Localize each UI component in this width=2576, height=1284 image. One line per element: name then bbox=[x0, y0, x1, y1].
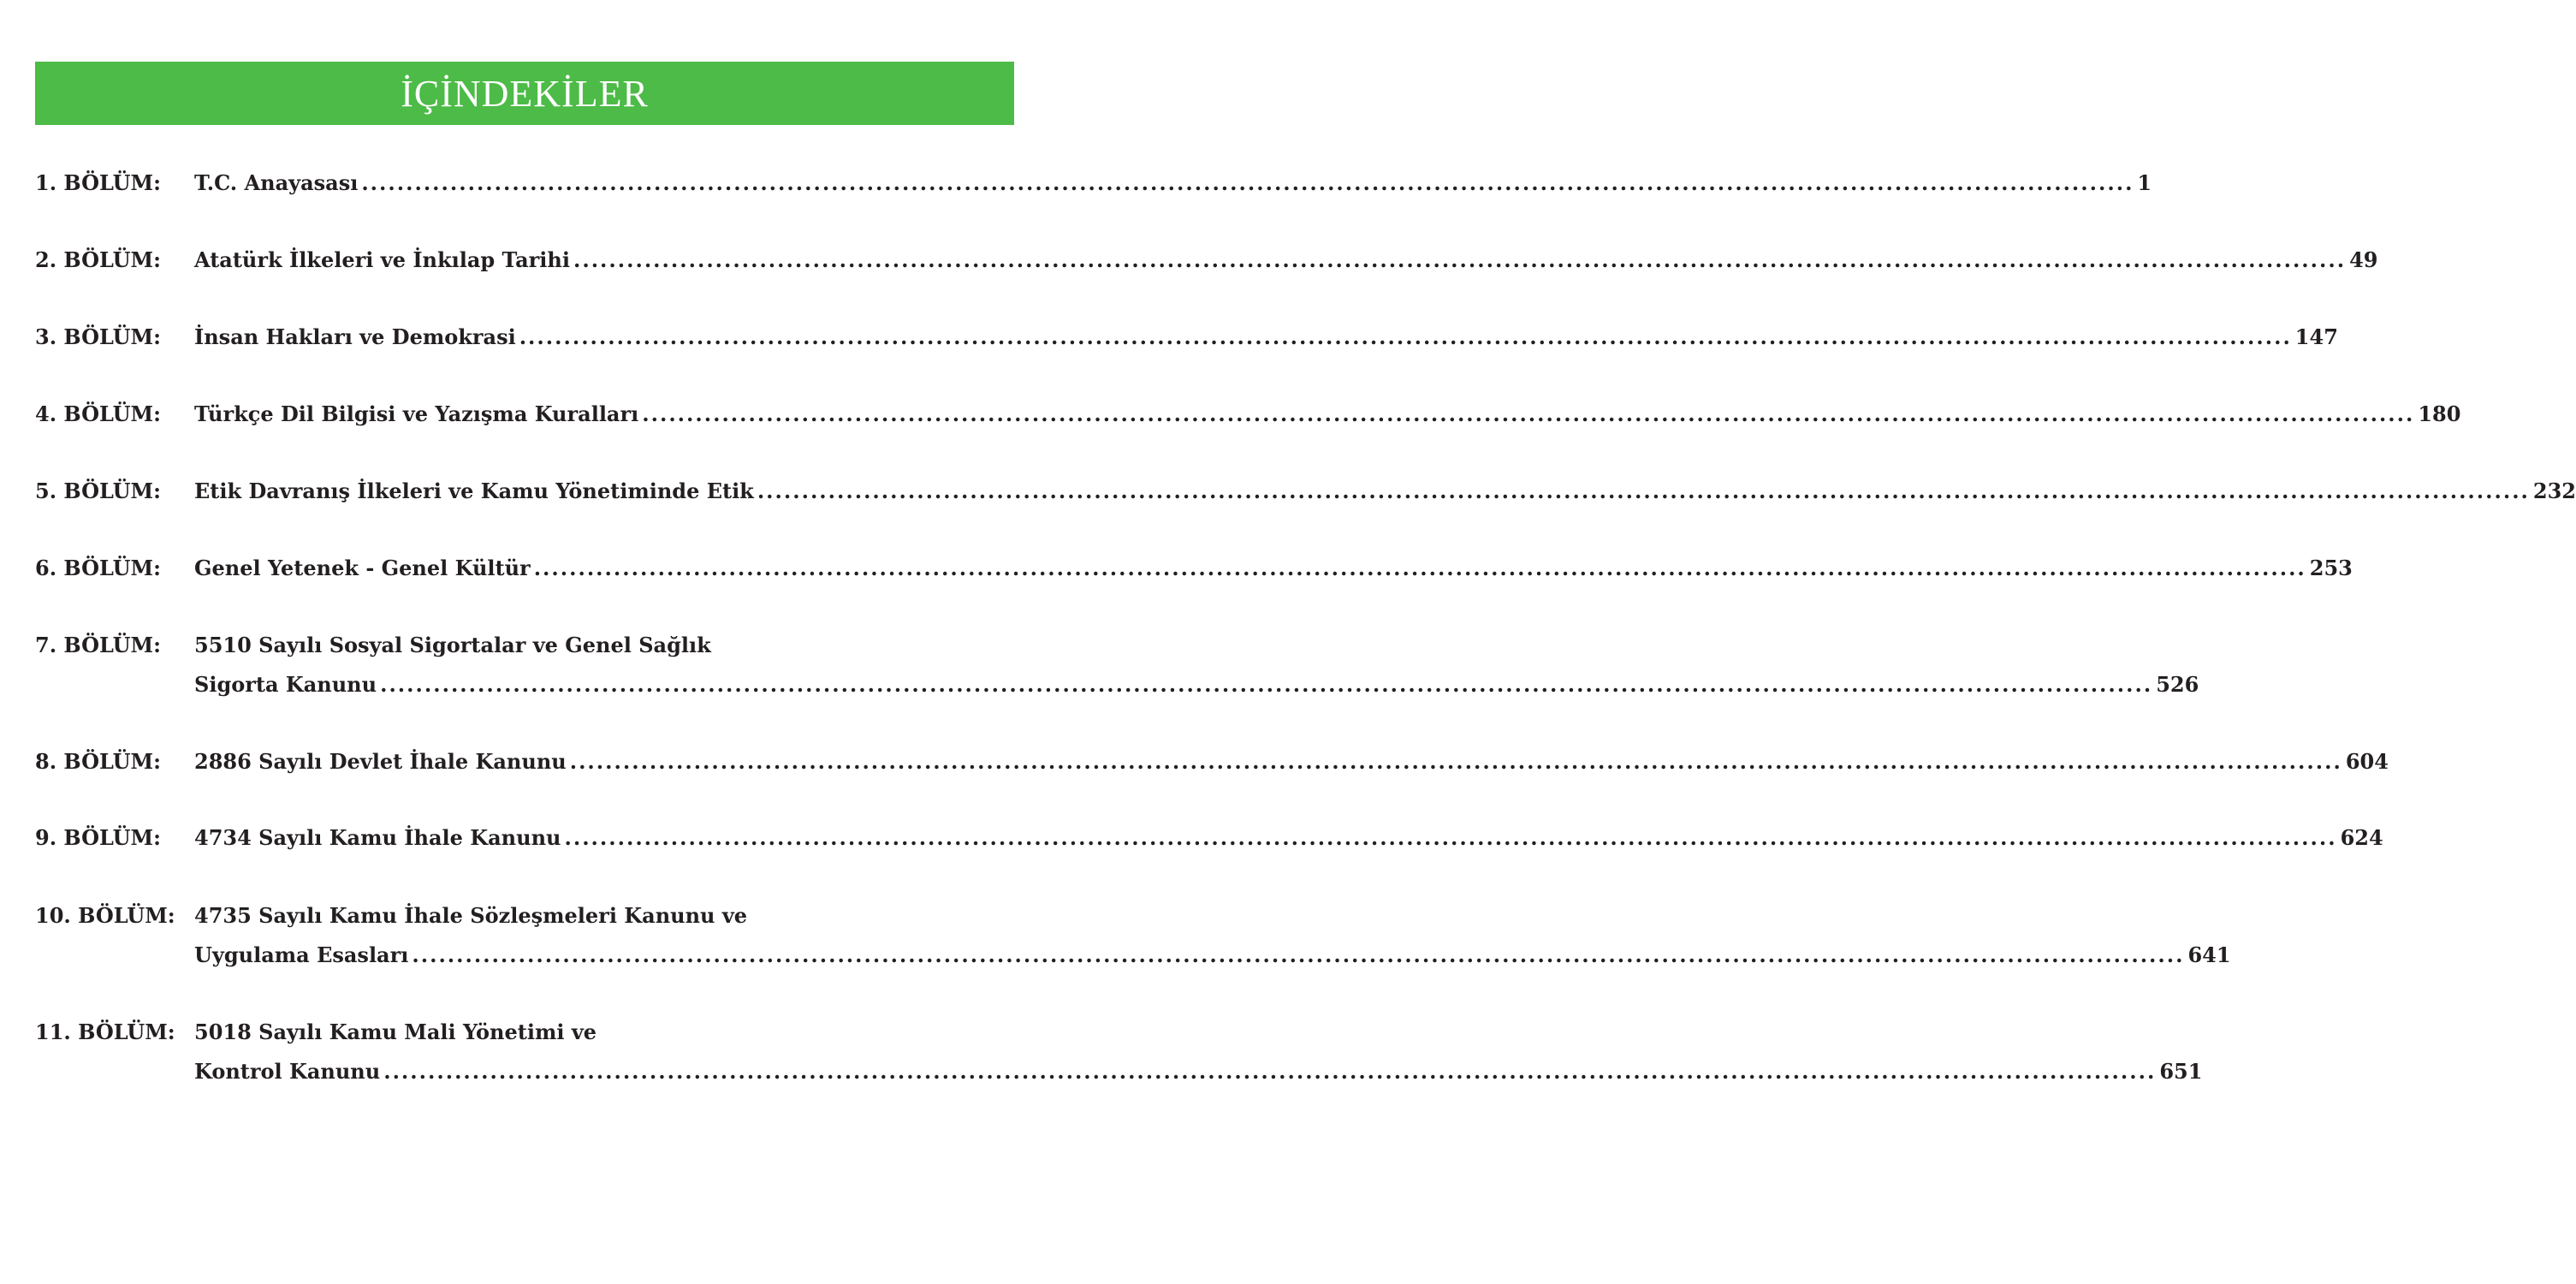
toc-entry[interactable] bbox=[35, 549, 2353, 588]
dot-leader: ........................................................................................................................................................................................................ bbox=[642, 401, 2415, 426]
page-number: 651 bbox=[2159, 1059, 2203, 1084]
toc-entry[interactable] bbox=[35, 742, 2389, 782]
toc-entry[interactable] bbox=[35, 241, 2378, 280]
page-number: 1 bbox=[2137, 170, 2152, 195]
chapter-title[interactable]: 4734 Sayılı Kamu İhale Kanunu bbox=[194, 825, 561, 850]
toc-entry[interactable] bbox=[35, 472, 2576, 511]
chapter-title-line1[interactable]: 5510 Sayılı Sosyal Sigortalar ve Genel Sağlık bbox=[194, 633, 711, 657]
chapter-title[interactable]: 2886 Sayılı Devlet İhale Kanunu bbox=[194, 749, 567, 774]
chapter-title-line1[interactable]: 4735 Sayılı Kamu İhale Sözleşmeleri Kanunu ve bbox=[194, 903, 748, 928]
chapter-label: 7. BÖLÜM: bbox=[35, 633, 161, 657]
page-number: 526 bbox=[2156, 672, 2199, 697]
dot-leader: ........................................................................................................................................................................................................ bbox=[361, 170, 2134, 195]
chapter-label: 4. BÖLÜM: bbox=[35, 401, 161, 426]
page-title: İÇİNDEKİLER bbox=[401, 73, 649, 115]
toc-entry[interactable] bbox=[35, 818, 2383, 858]
dot-leader: ........................................................................................................................................................................................................ bbox=[383, 1059, 2157, 1084]
dot-leader: ........................................................................................................................................................................................................ bbox=[380, 672, 2153, 697]
chapter-label: 2. BÖLÜM: bbox=[35, 247, 161, 272]
chapter-title[interactable]: İnsan Hakları ve Demokrasi bbox=[194, 324, 516, 349]
chapter-label: 1. BÖLÜM: bbox=[35, 170, 161, 195]
chapter-label: 9. BÖLÜM: bbox=[35, 825, 161, 850]
toc-entry[interactable] bbox=[35, 163, 2152, 203]
dot-leader: ........................................................................................................................................................................................................ bbox=[564, 825, 2337, 850]
toc-entry[interactable] bbox=[35, 626, 2199, 704]
chapter-title-line2[interactable]: Uygulama Esasları bbox=[194, 942, 409, 967]
page-number: 232 bbox=[2532, 479, 2576, 503]
toc-entry[interactable] bbox=[35, 1013, 2203, 1091]
page-number: 641 bbox=[2187, 942, 2231, 967]
toc-entry[interactable] bbox=[35, 896, 2231, 975]
chapter-label: 3. BÖLÜM: bbox=[35, 324, 161, 349]
chapter-title[interactable]: Türkçe Dil Bilgisi ve Yazışma Kuralları bbox=[194, 401, 639, 426]
dot-leader: ........................................................................................................................................................................................................ bbox=[412, 942, 2185, 967]
chapter-title-line2[interactable]: Kontrol Kanunu bbox=[194, 1059, 381, 1084]
chapter-label: 8. BÖLÜM: bbox=[35, 749, 161, 774]
page-number: 147 bbox=[2294, 324, 2338, 349]
page-number: 604 bbox=[2345, 749, 2389, 774]
page-number: 180 bbox=[2418, 401, 2461, 426]
page-number: 624 bbox=[2340, 825, 2383, 850]
chapter-title-line1[interactable]: 5018 Sayılı Kamu Mali Yönetimi ve bbox=[194, 1019, 597, 1044]
chapter-label: 5. BÖLÜM: bbox=[35, 479, 161, 503]
page-number: 49 bbox=[2349, 247, 2378, 272]
chapter-title[interactable]: Genel Yetenek - Genel Kültür bbox=[194, 556, 531, 580]
dot-leader: ........................................................................................................................................................................................................ bbox=[573, 247, 2347, 272]
toc-entry[interactable] bbox=[35, 395, 2461, 434]
dot-leader: ........................................................................................................................................................................................................ bbox=[533, 556, 2306, 580]
chapter-title[interactable]: T.C. Anayasası bbox=[194, 170, 359, 195]
dot-leader: ........................................................................................................................................................................................................ bbox=[569, 749, 2342, 774]
page-number: 253 bbox=[2309, 556, 2353, 580]
chapter-label: 6. BÖLÜM: bbox=[35, 556, 161, 580]
chapter-label: 10. BÖLÜM: bbox=[35, 903, 175, 928]
toc-entry[interactable] bbox=[35, 318, 2338, 357]
chapter-title[interactable]: Etik Davranış İlkeleri ve Kamu Yönetiminde Etik bbox=[194, 479, 754, 503]
header-bar bbox=[35, 62, 1014, 125]
dot-leader: ........................................................................................................................................................................................................ bbox=[757, 479, 2530, 503]
dot-leader: ........................................................................................................................................................................................................ bbox=[519, 324, 2292, 349]
chapter-label: 11. BÖLÜM: bbox=[35, 1019, 175, 1044]
chapter-title-line2[interactable]: Sigorta Kanunu bbox=[194, 672, 377, 697]
chapter-title[interactable]: Atatürk İlkeleri ve İnkılap Tarihi bbox=[194, 247, 570, 272]
